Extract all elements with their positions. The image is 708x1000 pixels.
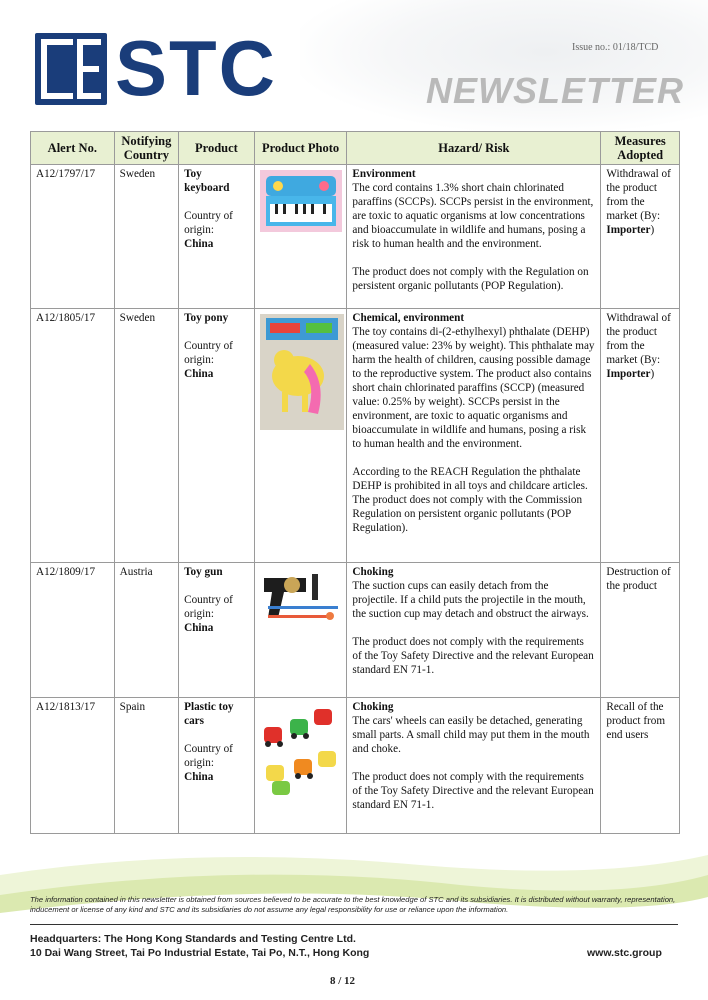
table-row	[31, 698, 680, 834]
photo-cell	[254, 165, 347, 309]
hazard-description: The suction cups can easily detach from the projectile. If a child puts the projectile in the mouth, the suction cup may detach and obstruct the airways.	[352, 580, 589, 620]
hazard-compliance: The product does not comply with the Regulation on persistent organic pollutants (POP Regulation).	[352, 266, 589, 292]
photo-cell	[254, 698, 347, 834]
issue-number: Issue no.: 01/18/TCD	[572, 42, 659, 53]
alert-no-cell: A12/1813/17	[31, 698, 115, 834]
disclaimer: The information contained in this newsletter is obtained from sources believed to be accurate to the best knowledge of STC and its subsidiaries. It is distributed without warranty, representation, inducement or license of any kind and STC and its subsidiaries do not assume any legal responsibility for use or reliance upon the information.	[30, 895, 676, 914]
hazard-title: Environment	[352, 168, 416, 180]
toy-keyboard-photo	[260, 170, 342, 232]
alert-no-cell: A12/1797/17	[31, 165, 115, 309]
country-cell: Spain	[114, 698, 178, 834]
origin-label: Country of origin:	[184, 743, 233, 769]
country-cell: Austria	[114, 563, 178, 698]
header-product-photo: Product Photo	[254, 132, 347, 165]
measure-cell	[601, 563, 680, 698]
product-cell	[179, 165, 255, 309]
toy-gun-photo	[260, 568, 342, 630]
table-header-row	[31, 132, 680, 165]
alert-no-cell: A12/1809/17	[31, 563, 115, 698]
origin-country: China	[184, 622, 214, 634]
product-name: Toy gun	[184, 566, 223, 578]
measure-cell	[601, 165, 680, 309]
hazard-title: Choking	[352, 566, 394, 578]
measure-by: Importer	[606, 368, 651, 380]
measure-text: Recall of the product from end users	[606, 701, 666, 741]
product-name: Toy pony	[184, 312, 229, 324]
measure-by: Importer	[606, 224, 651, 236]
measure-end: )	[650, 368, 655, 380]
hazard-cell	[347, 165, 601, 309]
footer-divider	[30, 924, 678, 925]
toy-pony-photo	[260, 314, 344, 430]
brand-name: STC	[115, 24, 277, 112]
headquarters-address: 10 Dai Wang Street, Tai Po Industrial Estate, Tai Po, N.T., Hong Kong	[30, 947, 370, 959]
hazard-compliance: The product does not comply with the requirements of the Toy Safety Directive and the relevant European standard EN 71-1.	[352, 771, 594, 811]
hazard-title: Chemical, environment	[352, 312, 465, 324]
table-row	[31, 309, 680, 563]
toy-cars-photo	[260, 703, 342, 803]
header-alert-no: Alert No.	[31, 132, 115, 165]
hazard-title: Choking	[352, 701, 394, 713]
product-name: Toy keyboard	[184, 168, 230, 194]
header-product: Product	[179, 132, 255, 165]
hazard-cell	[347, 563, 601, 698]
measure-text: Withdrawal of the product from the market (By:	[606, 168, 671, 222]
alerts-table	[30, 131, 680, 834]
table-row	[31, 165, 680, 309]
product-cell	[179, 563, 255, 698]
country-cell: Sweden	[114, 165, 178, 309]
page-number: 8 / 12	[330, 975, 356, 987]
stc-logo	[35, 33, 107, 105]
product-cell	[179, 698, 255, 834]
origin-label: Country of origin:	[184, 594, 233, 620]
hazard-cell	[347, 698, 601, 834]
measure-cell	[601, 698, 680, 834]
product-cell	[179, 309, 255, 563]
hazard-cell	[347, 309, 601, 563]
measure-end: )	[650, 224, 655, 236]
country-cell: Sweden	[114, 309, 178, 563]
measure-text: Withdrawal of the product from the market (By:	[606, 312, 671, 366]
hazard-compliance: According to the REACH Regulation the phthalate DEHP is prohibited in all toys and childcare articles. The product does not comply with the Commission Regulation on persistent organic pollutants (POP Regulation).	[352, 466, 588, 534]
origin-label: Country of origin:	[184, 210, 233, 236]
origin-label: Country of origin:	[184, 340, 233, 366]
measure-text: Destruction of the product	[606, 566, 671, 592]
measure-cell	[601, 309, 680, 563]
header-hazard-risk: Hazard/ Risk	[347, 132, 601, 165]
header-notifying-country: Notifying Country	[114, 132, 178, 165]
hazard-description: The cars' wheels can easily be detached, generating small parts. A small child may put them in the mouth and choke.	[352, 715, 590, 755]
newsletter-title: NEWSLETTER	[426, 70, 684, 111]
header-measures-adopted: Measures Adopted	[601, 132, 680, 165]
table-row	[31, 563, 680, 698]
origin-country: China	[184, 771, 214, 783]
headquarters-name: Headquarters: The Hong Kong Standards and Testing Centre Ltd.	[30, 933, 356, 945]
photo-cell	[254, 309, 347, 563]
alert-no-cell: A12/1805/17	[31, 309, 115, 563]
origin-country: China	[184, 238, 214, 250]
photo-cell	[254, 563, 347, 698]
hazard-description: The cord contains 1.3% short chain chlorinated paraffins (SCCPs). SCCPs persist in the environment, are toxic to aquatic organisms at low concentrations and bioaccumulate in wildlife and humans, posing a risk to human health and the environment.	[352, 182, 594, 250]
origin-country: China	[184, 368, 214, 380]
product-name: Plastic toy cars	[184, 701, 234, 727]
website-link[interactable]: www.stc.group	[587, 947, 662, 959]
hazard-compliance: The product does not comply with the requirements of the Toy Safety Directive and the relevant European standard EN 71-1.	[352, 636, 594, 676]
hazard-description: The toy contains di-(2-ethylhexyl) phthalate (DEHP) (measured value: 23% by weight). This phthalate may harm the health of children, causing possible damage to the reproductive system. The product also contains short chain chlorinated paraffins (SCCP) (measured value: 0.25% by weight). SCCPs persist in the environment, are toxic to aquatic organisms and bioaccumulate in wildlife and humans, posing a risk to human health and the environment.	[352, 326, 595, 450]
